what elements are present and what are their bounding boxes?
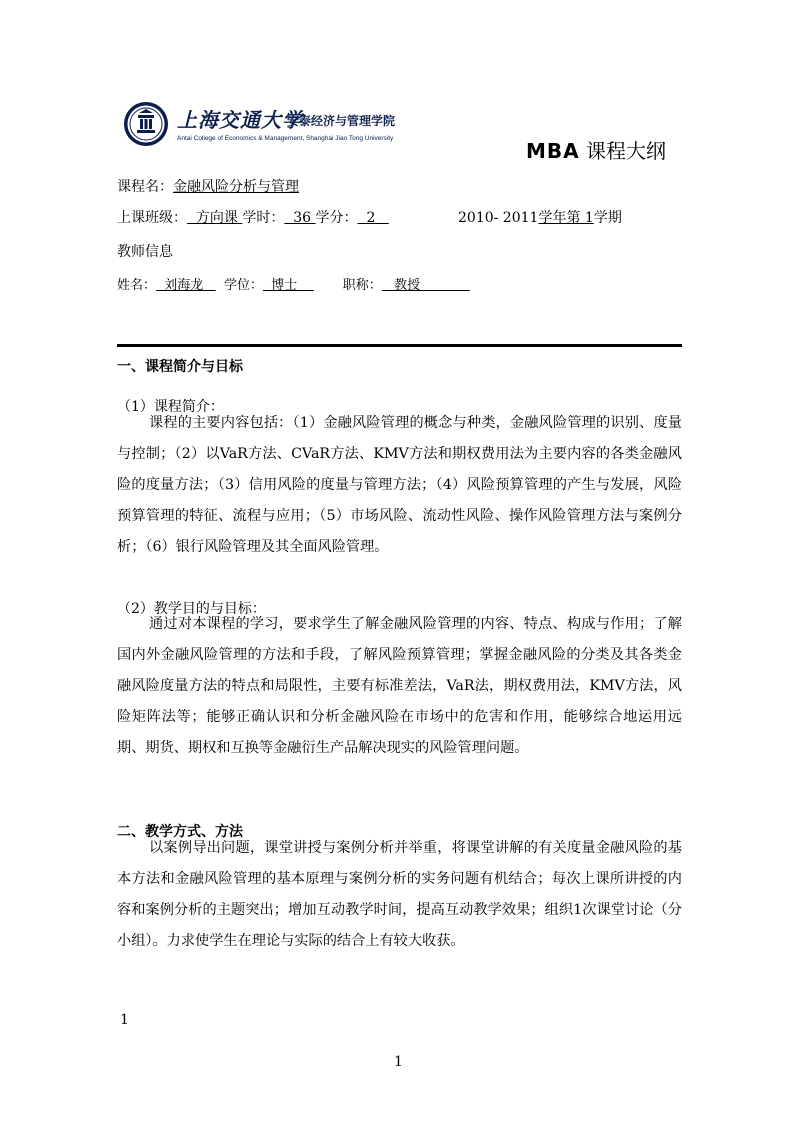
section-1-sub-1: （1）课程简介：: [117, 399, 224, 415]
teaching-goals-paragraph: 通过对本课程的学习，要求学生了解金融风险管理的内容、特点、构成与作用；了解国内外金融风险管理的方法和手段，了解风险预算管理；掌握金融风险的分类及其各类金融风险度量方法的特点和局限性，主要有标准差法，VaR法，期权费用法，KMV方法，风险矩阵法等；能够正确认识和分析金融风险在市场中的危害和作用，能够综合地运用远期、期货、期权和互换等金融衍生产品解决现实的风险管理问题。: [117, 616, 682, 756]
term-value: 1: [584, 210, 594, 226]
college-name: 安泰经济与管理学院: [287, 114, 396, 128]
left-number: 1: [120, 1012, 129, 1028]
credits-value: 2: [366, 210, 376, 226]
section-1-sub-2: （2）教学目的与目标：: [117, 601, 266, 617]
course-name-label: 课程名：: [117, 179, 173, 195]
academic-year-line: [458, 207, 622, 227]
section-1-heading: 一、课程简介与目标: [117, 359, 243, 375]
course-name-line: [117, 176, 299, 196]
document-title-rest: 课程大纲: [585, 139, 666, 163]
teacher-line: [117, 274, 470, 293]
teacher-title-value: 教授: [394, 278, 421, 293]
teacher-degree-value: 博士: [271, 278, 298, 293]
year-suffix: 学年第: [538, 210, 581, 226]
section-2-heading: 二、教学方式、方法: [117, 824, 243, 840]
teacher-degree-label: 学位：: [223, 278, 263, 293]
teacher-title-label: 职称：: [342, 278, 382, 293]
college-english-name: Antai College of Economics & Management, Shanghai Jiao Tong University: [177, 135, 394, 142]
document-title-mba: MBA: [526, 139, 580, 163]
teacher-info-label: 教师信息: [117, 244, 173, 260]
course-intro-paragraph: 课程的主要内容包括：（1）金融风险管理的概念与种类，金融风险管理的识别、度量与控制；（2）以VaR方法、CVaR方法、KMV方法和期权费用法为主要内容的各类金融风险的度量方法；（3）信用风险的度量与管理方法；（4）风险预算管理的产生与发展，风险预算管理的特征、流程与应用；（5）市场风险、流动性风险、操作风险管理方法与案例分析；（6）银行风险管理及其全面风险管理。: [117, 415, 682, 555]
university-name: 上海交通大学: [177, 108, 303, 132]
course-name-value: 金融风险分析与管理: [173, 179, 299, 195]
section-divider: [117, 344, 682, 347]
page-number: 1: [394, 1054, 403, 1070]
course-meta-line: [117, 207, 389, 227]
teacher-name-value: 刘海龙: [164, 278, 204, 293]
university-logo: [123, 98, 413, 156]
university-seal-icon: [123, 101, 169, 147]
class-value: 方向课: [195, 210, 238, 226]
year-text: 2010- 2011: [458, 210, 539, 226]
term-suffix: 学期: [593, 210, 622, 226]
document-title: [526, 135, 666, 164]
hours-value: 36: [293, 210, 312, 226]
credits-label: 学分：: [315, 210, 358, 226]
teaching-methods-paragraph: 以案例导出问题，课堂讲授与案例分析并举重，将课堂讲解的有关度量金融风险的基本方法和金融风险管理的基本原理与案例分析的实务问题有机结合；每次上课所讲授的内容和案例分析的主题突出；增加互动教学时间，提高互动教学效果；组织1次课堂讨论（分小组）。力求使学生在理论与实际的结合上有较大收获。: [117, 840, 682, 949]
teacher-name-label: 姓名：: [117, 278, 157, 293]
class-label: 上课班级：: [117, 210, 187, 226]
hours-label: 学时：: [242, 210, 285, 226]
